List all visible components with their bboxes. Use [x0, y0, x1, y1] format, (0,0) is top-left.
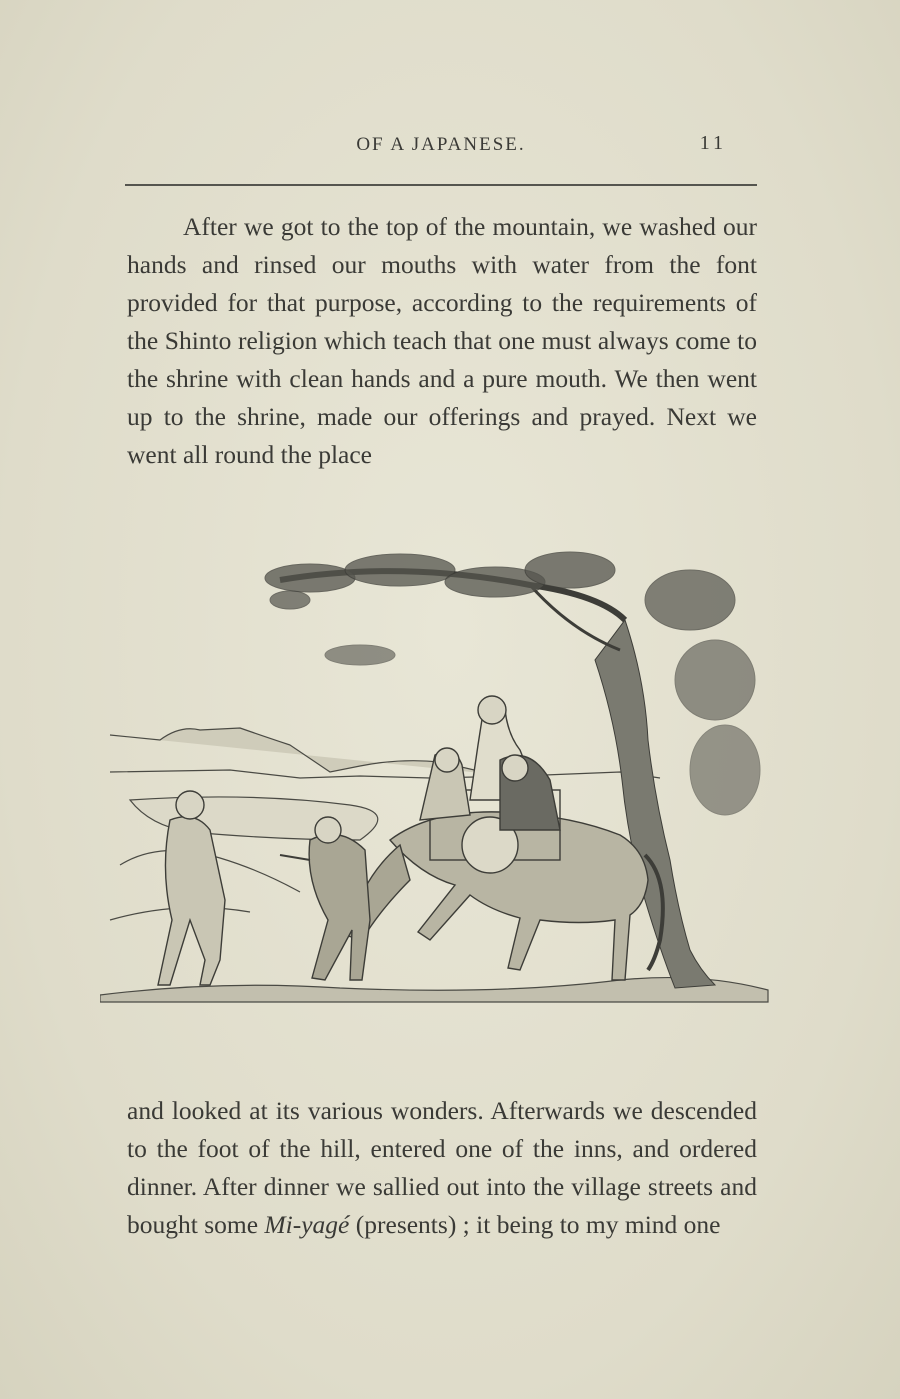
miyage-term: Mi-yagé [264, 1210, 350, 1239]
paragraph-2-text [127, 1092, 757, 1244]
running-title: OF A JAPANESE. [356, 134, 526, 155]
paragraph-2 [127, 1092, 757, 1244]
page-number: 11 [699, 132, 727, 154]
illustration-travelers-horse-pine [100, 540, 770, 1020]
header-rule [125, 184, 757, 186]
paragraph-2-after: (presents) ; it being to my mind one [355, 1210, 721, 1239]
paragraph-1-text: After we got to the top of the mountain, we washed our hands and rinsed our mouths with water from the font provided for that purpose, according to the requirements of the Shinto religion which teach that one must always come to the shrine with clean hands and a pure mouth. We then went up to the shrine, made our offerings and prayed. Next we went all round the place [127, 212, 757, 469]
walker-left [158, 817, 225, 985]
walker-middle [309, 834, 370, 980]
paragraph-2-before: and looked at its various wonders. Afterwards we descended to the foot of the hill, entered one of the inns, and ordered dinner. After dinner we sallied out into the village streets and bought some [127, 1096, 757, 1239]
running-head [125, 130, 757, 162]
paragraph-1 [127, 208, 757, 474]
horse-body [390, 812, 648, 980]
far-shore [110, 770, 660, 778]
